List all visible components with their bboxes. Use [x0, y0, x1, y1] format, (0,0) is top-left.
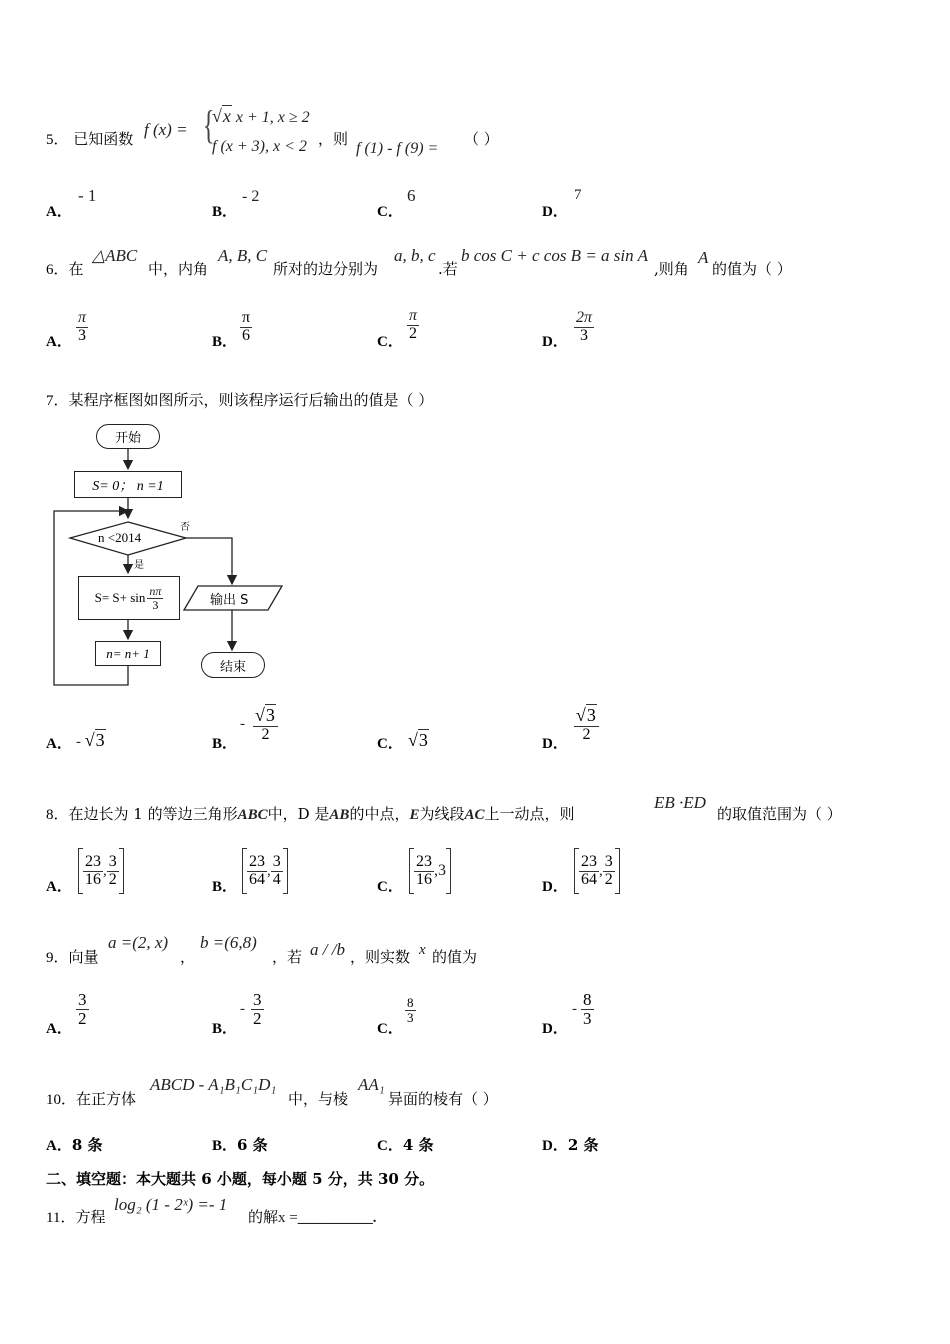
upper-bound: 3: [438, 862, 446, 879]
q10-stem: [46, 1088, 136, 1109]
numerator: 3: [78, 990, 87, 1009]
q8-option-c-label: C．: [377, 879, 403, 895]
denominator: 3: [78, 326, 86, 344]
numerator: π: [78, 309, 87, 326]
q6-text6: 的值为（ ）: [712, 260, 792, 278]
denominator: 2: [409, 324, 417, 342]
flow-start: 开始: [96, 424, 160, 449]
sqrt-symbol: √x: [212, 106, 231, 126]
q8-text2: 中，D 是: [267, 805, 330, 823]
option-value: 2 条: [567, 1136, 599, 1154]
q10-text2: 中，与棱: [288, 1090, 349, 1108]
question-number: 11．: [46, 1210, 76, 1226]
question-number: 7．: [46, 393, 69, 409]
q8-text5: 上一动点，则: [484, 805, 575, 823]
q6-angles: A, B, C: [218, 246, 268, 265]
q7-option-c-label: C．: [377, 736, 403, 752]
q10-option-b: [212, 1134, 268, 1155]
right-bracket: [283, 848, 288, 894]
sign: -: [240, 1000, 245, 1017]
sqrt-symbol: √3: [576, 705, 596, 725]
numerator: 8: [583, 990, 592, 1009]
denominator: 16: [416, 870, 432, 888]
q9-comma: ，: [180, 948, 196, 966]
q6-angle-a: A: [698, 248, 709, 267]
q5-fx: f (x) =: [144, 120, 188, 139]
q10-cube: ABCD - A₁B₁C₁D₁: [150, 1075, 277, 1094]
q6-text2: 中，内角: [148, 260, 209, 278]
q9-option-d-label: D．: [542, 1021, 568, 1037]
q7-option-b-label: B．: [212, 736, 238, 752]
q6-option-a-label: A．: [46, 334, 72, 350]
numerator: 3: [253, 990, 262, 1009]
right-bracket: [615, 848, 620, 894]
numerator: π: [409, 307, 418, 324]
q5-expr: f (1) - f (9) =: [356, 140, 439, 157]
q6-option-b-label: B．: [212, 334, 238, 350]
q9-option-d-value: [572, 991, 594, 1028]
section-heading: 二、填空题：本大题共 6 小题，每小题 5 分，共 30 分。: [46, 1170, 435, 1188]
denominator: 2: [261, 725, 270, 743]
q9-option-c-label: C．: [377, 1021, 403, 1037]
period: .: [372, 1210, 377, 1226]
q7-option-c-value: [408, 730, 429, 751]
q8-text6: 的取值范围为（ ）: [717, 805, 842, 823]
q5-option-c-label: C．: [377, 204, 403, 220]
q7-option-a-label: A．: [46, 736, 72, 752]
question-number: 5．: [46, 132, 69, 148]
numerator: 2π: [576, 309, 593, 326]
denominator: 16: [85, 870, 101, 888]
q9-option-a-value: [76, 991, 89, 1028]
q9-option-a-label: A．: [46, 1021, 72, 1037]
q9-text3: ，则实数: [350, 948, 411, 966]
flow-init: S= 0； n =1: [74, 471, 182, 498]
q5-option-b-value: - 2: [242, 188, 260, 205]
option-label: C．: [377, 1138, 403, 1154]
denominator: 2: [253, 1008, 262, 1028]
q8-option-c-value: $\frac{23}{16}$ , 3: [409, 848, 451, 894]
denominator: 4: [272, 870, 281, 888]
question-text: 已知函数: [73, 130, 134, 148]
flow-end: 结束: [201, 652, 265, 678]
q11-var: x =: [278, 1210, 298, 1226]
flow-output: 输出 S: [210, 593, 249, 608]
sqrt-symbol: √3: [255, 705, 275, 725]
q8-stem: [46, 803, 575, 824]
q5-option-b-label: B．: [212, 204, 238, 220]
numerator: 3: [272, 852, 281, 870]
question-number: 8．: [46, 807, 69, 823]
flow-body: [78, 576, 180, 620]
q11-solution-label: 的解: [248, 1208, 279, 1226]
numerator: 23: [416, 852, 432, 870]
q5-paren: （ ）: [464, 130, 499, 148]
q5-option-c-value: 6: [407, 186, 416, 205]
q5-then: ，则: [318, 130, 349, 148]
numerator: 23: [581, 852, 597, 870]
q9-stem: [46, 946, 99, 967]
answer-blank[interactable]: __________: [297, 1210, 373, 1226]
sqrt-symbol: √3: [84, 730, 105, 750]
sign: -: [572, 1000, 577, 1017]
q8-e: E: [409, 807, 420, 823]
q9-option-b-label: B．: [212, 1021, 238, 1037]
radicand: 3: [95, 730, 105, 750]
numerator: 3: [108, 852, 117, 870]
q9-text2: ，若: [272, 948, 303, 966]
q9-text1: 向量: [68, 948, 99, 966]
q5-case2: f (x + 3), x < 2: [212, 138, 307, 155]
sign: -: [76, 734, 85, 750]
q9-text4: 的值为: [432, 948, 478, 966]
denominator: 6: [242, 326, 251, 344]
q5-option-a-label: A．: [46, 204, 72, 220]
radicand: 3: [265, 705, 275, 725]
flow-yes-label: 是: [134, 560, 144, 571]
q6-triangle: △ABC: [92, 246, 138, 265]
flow-condition: n <2014: [98, 530, 142, 545]
q8-option-d-label: D．: [542, 879, 568, 895]
right-bracket: [446, 848, 451, 894]
q7-option-d-label: D．: [542, 736, 568, 752]
q9-option-b-value: [240, 991, 264, 1028]
q9-option-c-value: [405, 996, 416, 1024]
q11-text2: [248, 1206, 376, 1227]
numerator: 3: [604, 852, 613, 870]
q8-option-a-label: A．: [46, 879, 72, 895]
piecewise-brace: {: [202, 102, 215, 147]
q6-option-d-label: D．: [542, 334, 568, 350]
q6-text1: 在: [68, 260, 84, 278]
radicand: x: [222, 106, 231, 126]
q7-option-b-value: [240, 706, 278, 744]
flow-increment: n= n+ 1: [95, 641, 161, 666]
right-bracket: [119, 848, 124, 894]
numerator: 23: [85, 852, 101, 870]
option-value: 4 条: [402, 1136, 434, 1154]
question-number: 6．: [46, 262, 69, 278]
q10-option-a: [46, 1134, 103, 1155]
question-number: 9．: [46, 950, 69, 966]
q6-text5: ,则角: [654, 260, 689, 278]
q6-sides: a, b, c: [394, 246, 436, 265]
q10-text1: 在正方体: [76, 1090, 137, 1108]
q8-text4: 为线段: [419, 805, 465, 823]
q6-equation: b cos C + c cos B = a sin A: [461, 246, 648, 265]
q11-stem: [46, 1206, 105, 1227]
option-label: B．: [212, 1138, 238, 1154]
q8-text3: 的中点，: [349, 805, 410, 823]
q11-text1: 方程: [75, 1208, 106, 1226]
q8-ac: AC: [464, 807, 485, 823]
radicand: 3: [418, 730, 428, 750]
q6-text3: 所对的边分别为: [273, 260, 379, 278]
q9-vector-a: a =(2, x): [108, 933, 169, 952]
q8-text1: 在边长为 1 的等边三角形: [68, 805, 238, 823]
q8-option-a-value: $\frac{23}{16}$ , $\frac{3}{2}$: [78, 848, 124, 894]
option-label: D．: [542, 1138, 568, 1154]
numerator: nπ: [149, 583, 162, 598]
denominator: 3: [152, 597, 159, 612]
q8-option-b-label: B．: [212, 879, 238, 895]
denominator: 64: [581, 870, 597, 888]
denominator: 2: [604, 870, 613, 888]
option-label: A．: [46, 1138, 72, 1154]
denominator: 3: [407, 1009, 414, 1025]
q8-ab: AB: [329, 807, 350, 823]
q5-option-a-value: - 1: [78, 186, 97, 205]
q6-option-c-label: C．: [377, 334, 403, 350]
denominator: 2: [582, 725, 591, 743]
q8-option-b-value: $\frac{23}{64}$ , $\frac{3}{4}$: [242, 848, 288, 894]
flow-no-label: 否: [180, 522, 190, 533]
option-value: 6 条: [237, 1136, 268, 1154]
q8-abc: ABC: [237, 807, 268, 823]
q11-equation: log₂ (1 - 2ˣ) =- 1: [114, 1195, 228, 1214]
option-value: 8 条: [71, 1136, 103, 1154]
denominator: 2: [108, 870, 117, 888]
numerator: π: [242, 309, 251, 326]
q7-option-d-value: [574, 706, 599, 744]
numerator: 8: [407, 995, 414, 1010]
denominator: 3: [583, 1008, 592, 1028]
flow-body-fraction: [147, 585, 163, 611]
radicand: 3: [586, 705, 596, 725]
q8-vector-product: EB ·ED: [654, 793, 706, 812]
q5-option-d-value: 7: [574, 187, 582, 203]
q7-option-a-value: [76, 730, 106, 751]
q10-edge: AA₁: [358, 1075, 385, 1094]
denominator: 64: [249, 870, 265, 888]
sign: -: [240, 716, 245, 733]
question-text: 某程序框图如图所示，则该程序运行后输出的值是（ ）: [68, 391, 434, 409]
q10-option-d: [542, 1134, 599, 1155]
denominator: 3: [580, 326, 588, 344]
q5-option-d-label: D．: [542, 204, 568, 220]
q6-text4: .若: [438, 260, 458, 278]
q9-vector-b: b =(6,8): [200, 933, 257, 952]
numerator: 23: [249, 852, 265, 870]
flow-body-text: S= S+ sin: [94, 590, 146, 605]
q9-parallel: a / /b: [310, 940, 345, 959]
case1-text: x + 1, x ≥ 2: [235, 109, 310, 126]
denominator: 2: [78, 1008, 87, 1028]
q8-option-d-value: $\frac{23}{64}$ , $\frac{3}{2}$: [574, 848, 620, 894]
q10-option-c: [377, 1134, 434, 1155]
sqrt-symbol: √3: [408, 730, 428, 750]
question-number: 10．: [46, 1092, 77, 1108]
q10-text3: 异面的棱有（ ）: [388, 1090, 498, 1108]
q9-var-x: x: [419, 942, 426, 958]
